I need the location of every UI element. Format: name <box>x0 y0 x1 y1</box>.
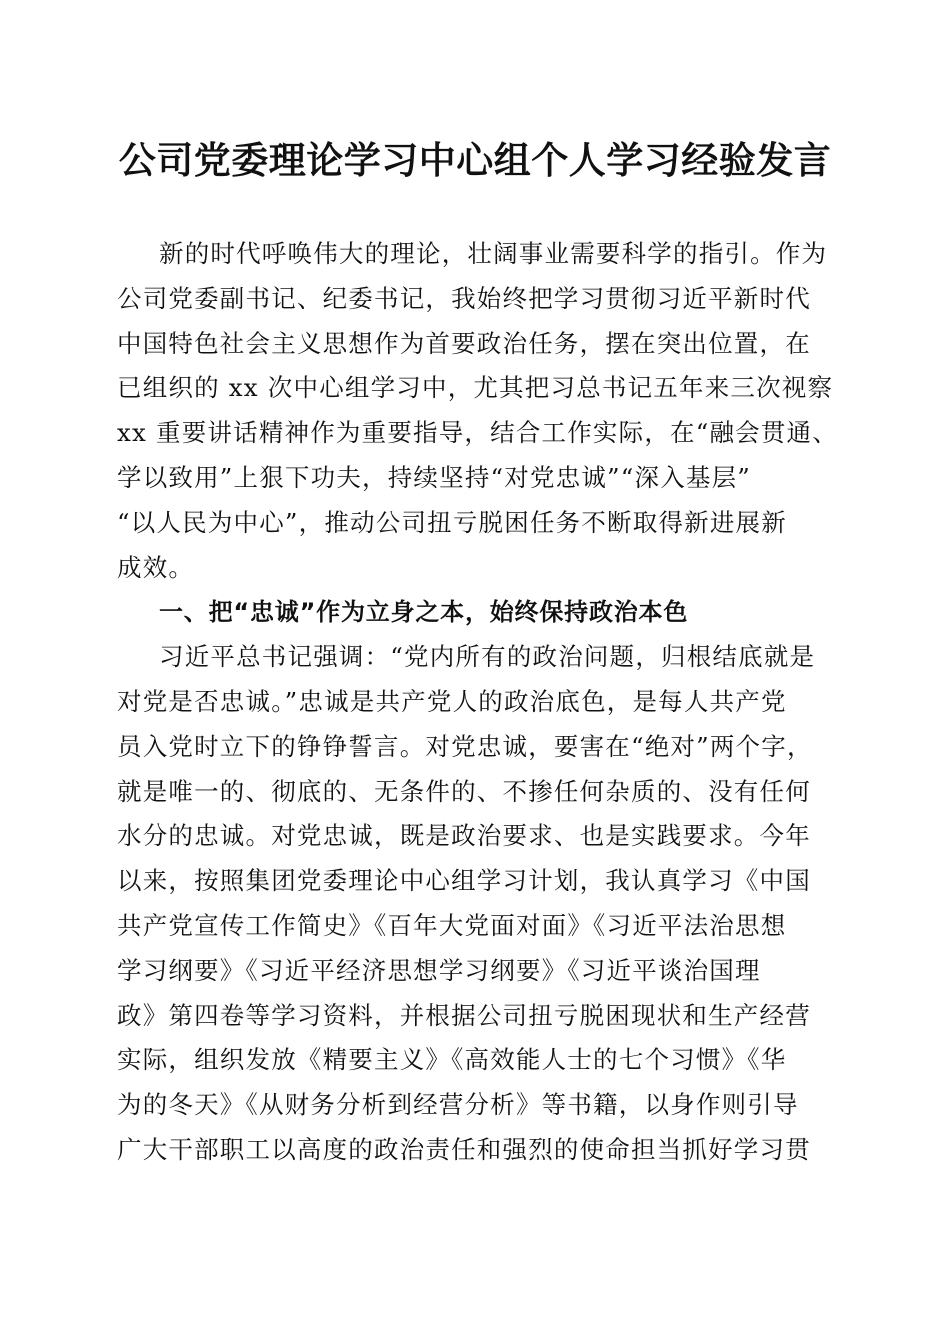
paragraph-line: 公司党委副书记、纪委书记，我始终把学习贯彻习近平新时代 <box>117 283 811 313</box>
paragraph-line: 就是唯一的、彻底的、无条件的、不掺任何杂质的、没有任何 <box>117 776 811 806</box>
section-heading-1: 一、把“忠诚”作为立身之本，始终保持政治本色 <box>159 598 689 627</box>
paragraph-line: “以人民为中心”，推动公司扭亏脱困任务不断取得新进展新 <box>117 507 787 537</box>
paragraph-line: xx 重要讲话精神作为重要指导，结合工作实际，在“融会贯通、 <box>117 418 838 448</box>
paragraph-line: 学习纲要》《习近平经济思想学习纲要》《习近平谈治国理 <box>117 955 761 985</box>
document-body <box>117 232 838 1173</box>
paragraph-line: 水分的忠诚。对党忠诚，既是政治要求、也是实践要求。今年 <box>117 821 811 851</box>
paragraph-line: 习近平总书记强调：“党内所有的政治问题，归根结底就是 <box>159 642 816 672</box>
paragraph-line: 员入党时立下的铮铮誓言。对党忠诚，要害在“绝对”两个字， <box>117 731 813 761</box>
paragraph-line: 以来，按照集团党委理论中心组学习计划，我认真学习《中国 <box>117 866 811 896</box>
paragraph-line: 实际，组织发放《精要主义》《高效能人士的七个习惯》《华 <box>117 1045 787 1075</box>
paragraph-line: 学以致用”上狠下功夫，持续坚持“对党忠诚”“深入基层” <box>117 462 752 492</box>
paragraph-loyalty <box>117 635 829 1173</box>
paragraph-line: 新的时代呼唤伟大的理论，壮阔事业需要科学的指引。作为 <box>159 239 828 268</box>
paragraph-line: 已组织的 xx 次中心组学习中，尤其把习总书记五年来三次视察 <box>117 373 834 403</box>
paragraph-line: 共产党宣传工作简史》《百年大党面对面》《习近平法治思想 <box>117 910 787 940</box>
document-title: 公司党委理论学习中心组个人学习经验发言 <box>118 138 832 182</box>
paragraph-line: 对党是否忠诚。”忠诚是共产党人的政治底色，是每人共产党 <box>117 686 787 716</box>
paragraph-line: 为的冬天》《从财务分析到经营分析》等书籍，以身作则引导 <box>117 1090 799 1120</box>
paragraph-line: 成效。 <box>117 552 195 582</box>
paragraph-line: 政》第四卷等学习资料，并根据公司扭亏脱困现状和生产经营 <box>117 1000 811 1030</box>
paragraph-line: 中国特色社会主义思想作为首要政治任务，摆在突出位置，在 <box>117 328 811 358</box>
paragraph-intro <box>117 232 838 590</box>
paragraph-line: 广大干部职工以高度的政治责任和强烈的使命担当抓好学习贯 <box>117 1134 811 1164</box>
